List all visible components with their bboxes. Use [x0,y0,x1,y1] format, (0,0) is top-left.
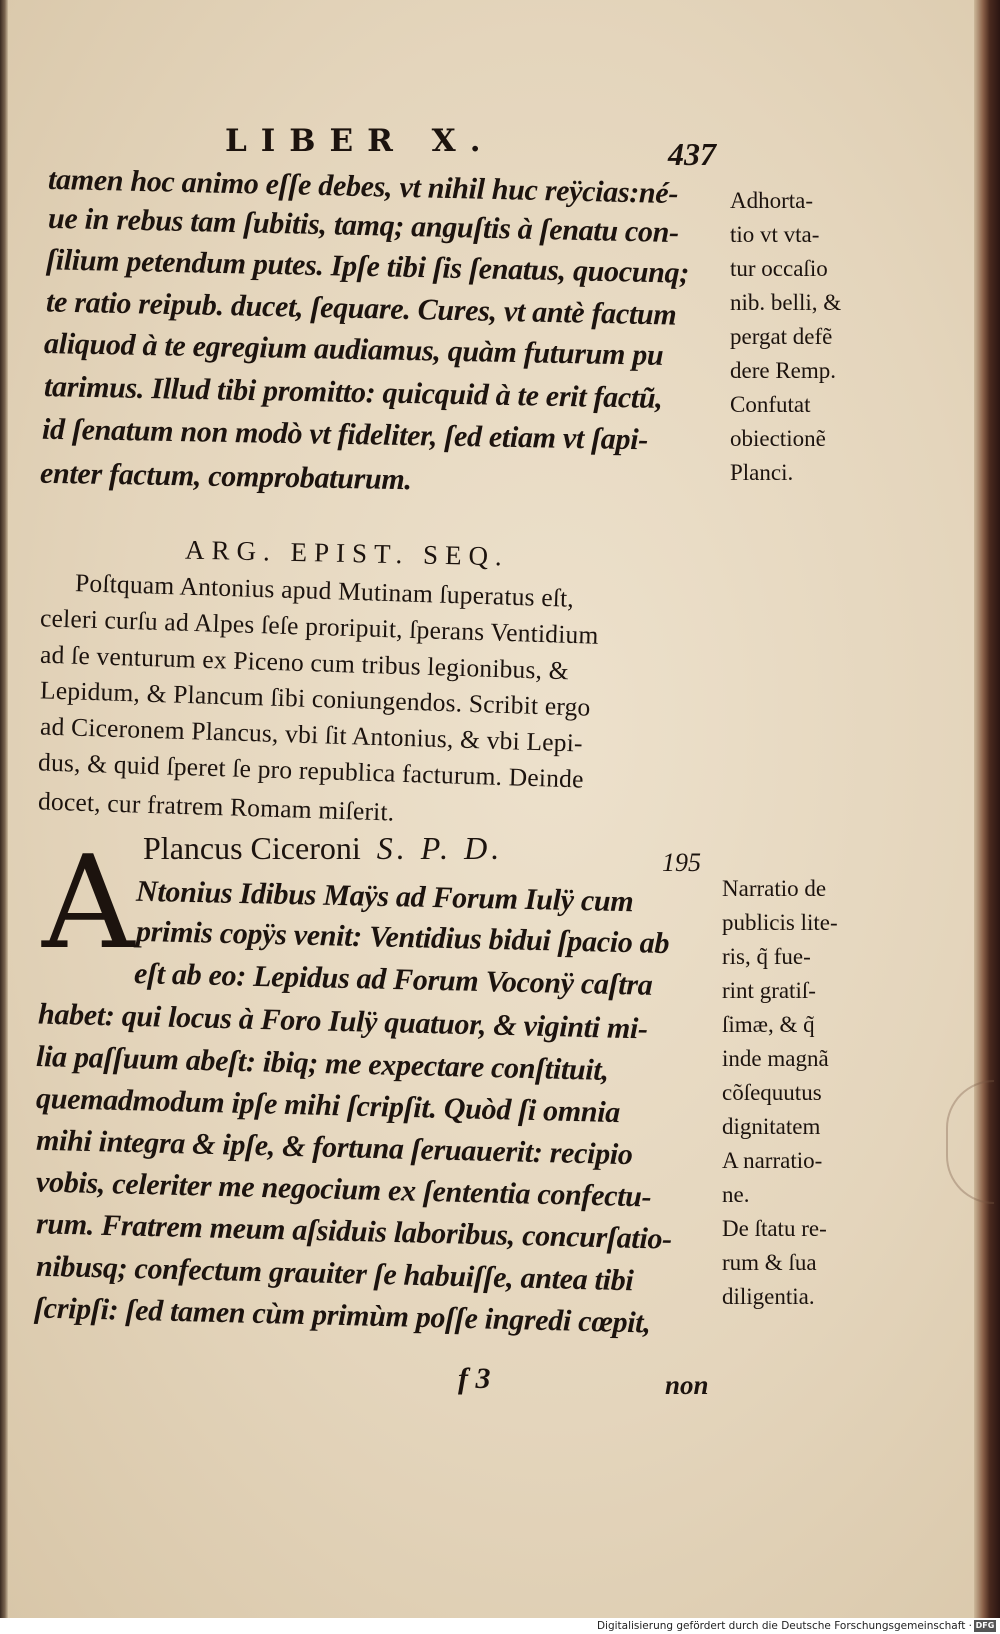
text-line: te ratio reipub. ducet, ſequare. Cures, vt antè factum [45,285,677,332]
margin-note-line: nib. belli, & [730,290,842,315]
book-binding-edge [0,0,8,1618]
text-line: mihi integra & ipſe, & fortuna ſeruauerit: recipio [35,1123,634,1172]
text-line: enter factum, comprobaturum. [39,456,412,497]
margin-note-line: A narratio- [722,1148,823,1173]
argument-heading: ARG. EPIST. SEQ. [184,534,510,572]
margin-note-line: cõſequutus [722,1080,822,1105]
catchword: non [665,1370,709,1400]
margin-note-line: inde magnã [722,1046,829,1071]
margin-note-line: rint gratiſ- [722,978,816,1003]
text-line: aliquod à te egregium audiamus, quàm futurum pu [43,327,664,372]
running-head: LIBER X. [225,123,495,159]
margin-note-letter [722,872,838,1314]
text-line: docet, cur fratrem Romam miſerit. [37,786,395,827]
text-line: vobis, celeriter me negocium ex ſententia confectu- [35,1165,652,1214]
letter-salutation: S. P. D. [376,830,504,866]
text-line: celeri curſu ad Alpes ſeſe proripuit, ſperans Ventidium [39,603,599,650]
margin-note-line: dere Remp. [730,358,837,383]
dfg-logo: DFG [975,1621,995,1630]
text-line: eſt ab eo: Lepidus ad Forum Voconÿ caſtra [133,957,653,1002]
show-through-mark [946,1080,994,1204]
text-line: nibusq; confectum grauiter ſe habuiſſe, antea tibi [35,1249,634,1298]
page-number: 437 [668,136,716,172]
margin-note-line: obiectionẽ [730,426,826,451]
margin-note-line: ne. [722,1182,750,1207]
text-line: habet: qui locus à Foro Iulÿ quatuor, & viginti mi- [37,997,649,1046]
text-line: tarimus. Illud tibi promitto: quicquid à te erit factũ, [43,370,663,415]
text-line: Ntonius Idibus Maÿs ad Forum Iulÿ cum [135,874,634,919]
margin-note-line: tur occaſio [730,256,828,281]
text-line: lia paſſuum abeſt: ibiq; me expectare conſtituit, [35,1040,610,1087]
text-line: ſcripſi: ſed tamen cùm primùm poſſe ingredi cœpit, [33,1291,651,1340]
letter-heading [143,830,503,867]
text-line: ad ſe venturum ex Piceno cum tribus legionibus, & [39,639,570,686]
letter-number: 195 [662,848,701,877]
text-line: primis copÿs venit: Ventidius bidui ſpacio ab [135,914,670,961]
signature-mark: f 3 [458,1362,491,1395]
text-line: tamen hoc animo eſſe debes, vt nihil huc reÿcias:né- [47,162,679,211]
margin-note-line: Planci. [730,460,794,485]
margin-note-line: ſimæ, & q̃ [722,1012,815,1037]
margin-note-line: Confutat [730,392,811,417]
margin-note-line: dignitatem [722,1114,821,1139]
letter-sender: Plancus Ciceroni [143,830,361,866]
margin-note-line: rum & ſua [722,1250,817,1275]
margin-note-line: ris, q̃ fue- [722,944,811,969]
margin-note-line: tio vt vta- [730,222,820,247]
margin-note-line: pergat defẽ [730,324,833,349]
text-line: id ſenatum non modò vt fideliter, ſed etiam vt ſapi- [41,412,649,457]
text-line: Lepidum, & Plancum ſibi coniungendos. Scribit ergo [39,675,591,722]
text-line: ue in rebus tam ſubitis, tamq; anguſtis à ſenatu con- [47,201,680,250]
margin-note-line: Narratio de [722,876,827,901]
text-line: Poſtquam Antonius apud Mutinam ſuperatus eſt, [74,568,575,613]
drop-cap: A [42,829,135,978]
text-line: rum. Fratrem meum aſsiduis laboribus, concurſatio- [35,1207,673,1256]
funding-credit: Digitalisierung gefördert durch die Deutsche Forschungsgemeinschaft · [596,1620,972,1632]
book-fore-edge [974,0,1000,1618]
margin-note-line: Adhorta- [730,188,814,213]
margin-note-line: publicis lite- [722,910,838,935]
margin-note-top [730,184,841,490]
margin-note-line: diligentia. [722,1284,815,1309]
text-line: ad Ciceronem Plancus, vbi ſit Antonius, & vbi Lepi- [39,711,584,758]
text-line: quemadmodum ipſe mihi ſcripſit. Quòd ſi omnia [35,1081,621,1130]
margin-note-line: De ſtatu re- [722,1216,827,1241]
text-line: ſilium petendum putes. Ipſe tibi ſis ſenatus, quocunq; [45,243,690,290]
text-line: dus, & quid ſperet ſe pro republica facturum. Deinde [37,747,585,794]
